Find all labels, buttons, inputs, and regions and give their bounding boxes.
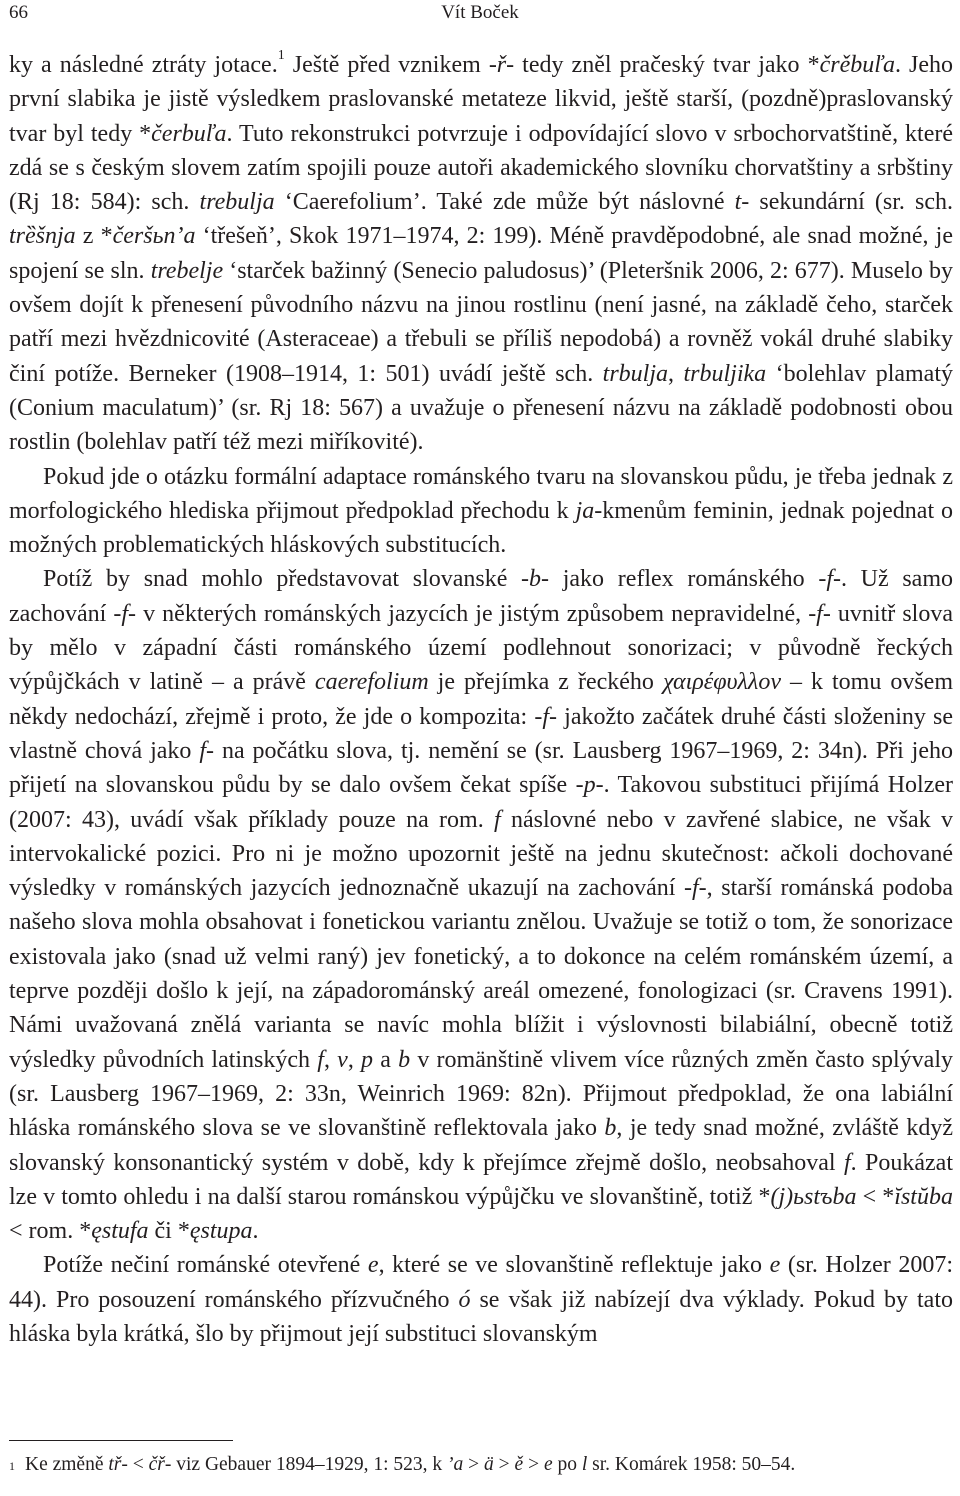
italic-term: trȅšnja — [9, 223, 76, 250]
text-run: ky a následné ztráty jotace. — [9, 52, 278, 78]
text-run: , je tedy snad možné, zvláště když slovanský konsonantický systém v době, kdy k přejímce zřejmě došlo, neobsahoval — [9, 1115, 954, 1176]
italic-term: f — [494, 806, 501, 833]
italic-term: -f- — [818, 566, 841, 593]
text-run: sr. Komárek 1958: 50–54. — [587, 1454, 796, 1475]
italic-term: trbulja — [602, 360, 668, 387]
text-run: Pokud jde o otázku formální adaptace románského tvaru na slovanskou půdu, je třeba jednak z morfologického hlediska přijmout předpoklad přechodu k — [9, 463, 953, 524]
text-run: , — [347, 1046, 362, 1073]
italic-term: f — [317, 1046, 324, 1073]
text-run: či * — [148, 1218, 190, 1245]
text-run: sekundární (sr. sch. — [749, 189, 953, 216]
text-run: v romänštině vlivem více různých změn často splývaly (sr. Lausberg 1967–1969, 2: 33n, Weinrich 1969: 82n). Přijmout předpoklad, že ona labiální hláska románského slova se ve slovanštině reflektovala jako — [9, 1046, 954, 1142]
text-run: náslovné nebo v zavřené slabice, ne však v intervokalické pozici. Pro ni je možno upozornit ještě na jednu skutečnost: ačkoli dochované výsledky v románských jazycích jednoznačně ukazují na zachování — [9, 806, 954, 902]
italic-term: b — [398, 1046, 411, 1073]
italic-term: trbuljika — [683, 360, 767, 387]
running-head — [0, 0, 960, 30]
italic-term: tř- — [108, 1454, 128, 1475]
paragraph — [9, 562, 953, 1248]
text-run: , které se ve slovanštině reflektuje jako — [378, 1252, 770, 1279]
text-run: > — [463, 1454, 485, 1475]
italic-term: (j)ьstъba — [770, 1183, 857, 1210]
italic-term: b — [604, 1115, 617, 1142]
footnote-divider — [9, 1440, 233, 1441]
text-run: v některých románských jazycích je jistým způsobem nepravidelné, — [136, 600, 809, 627]
footnote — [9, 1452, 953, 1478]
text-run: . Jeho první slabika je jistě výsledkem praslovanské metateze likvid, ještě starší, (pozdně)praslovanský tvar byl tedy * — [9, 52, 954, 147]
text-run: – k tomu ovšem někdy nedochází, zřejmě i proto, že jde o kompozita: — [9, 669, 953, 730]
text-run: . Takovou substituci přijímá Holzer (2007: 43), uvádí však příklady pouze na rom. — [9, 772, 953, 833]
italic-term: caerefolium — [314, 669, 429, 696]
text-run: tedy zněl pračeský tvar jako * — [514, 52, 820, 78]
text-run: , starší románská podoba našeho slova mohla obsahovat i fonetickou variantu znělou. Uvažuje se totiž o tom, že sonorizace existovala jako (snad už velmi raný) jev fonetický, a to dokonce na celém románském území, a teprve později došlo k její, na západorománský areál omezené, fonologizaci (sr. Cravens 1991). Námi uvažovaná znělá varianta se navíc mohla blížit i výslovnosti bilabiální, obecně totiž výsledky původních latinských — [9, 875, 953, 1073]
text-run: > — [493, 1454, 515, 1475]
italic-term: e — [769, 1252, 781, 1279]
text-run: je přejímka z řeckého — [428, 669, 663, 696]
italic-term: -f- — [808, 600, 831, 627]
text-run: z * — [75, 223, 113, 250]
footnote-text — [25, 1454, 795, 1475]
text-run: . Tuto rekonstrukci potvrzuje i odpovídající slovo v srbochorvatštině, které zdá se s českým slovem zatím spojili pouze autoři akademického slovníku chorvatštiny a srbštiny (Rj 18: 584): sch. — [9, 120, 953, 216]
text-run: uvnitř slova by mělo v západní části románského území podlehnout sonorizaci; v původně řeckých výpůjčkách v latině – a právě — [9, 600, 953, 696]
text-run: Potíže nečiní románské otevřené — [43, 1252, 368, 1279]
italic-term: črěbuľa — [819, 52, 895, 78]
italic-term: e — [367, 1252, 379, 1279]
italic-term: v — [337, 1046, 348, 1073]
text-run: Ke změně — [25, 1454, 109, 1475]
footnote-reference: 1 — [277, 48, 285, 63]
text-run: jakožto začátek druhé části složeniny se vlastně chová jako — [9, 703, 953, 764]
text-run: > — [523, 1454, 544, 1475]
text-run: ‘starček bažinný (Senecio paludosus)’ (Pleteršnik 2006, 2: 677). Muselo by ovšem dojít k přenesení původního názvu na jinou rostlinu (není jasné, na základě čeho, starček patří mezi hvězdnicovité (Asteraceae) a třebuli se příliš nepodobá) a rovněž vokál druhé slabiky činí potíže. Berneker (1908–1914, 1: 501) uvádí ještě sch. — [9, 257, 954, 387]
italic-term: trebulja — [199, 189, 275, 216]
italic-term: l — [581, 1454, 588, 1475]
text-run: ‘bolehlav plamatý (Conium maculatum)’ (sr. Rj 18: 567) a uvažuje o přenesení názvu na základě podobnosti obou rostlin (bolehlav patří též mezi miříkovité). — [9, 360, 953, 456]
italic-term: -b- — [521, 566, 550, 593]
italic-term: p — [361, 1046, 374, 1073]
italic-term: -p- — [575, 772, 604, 799]
italic-term: ä — [484, 1454, 494, 1475]
text-run: po — [552, 1454, 582, 1475]
page-number: 66 — [9, 2, 28, 23]
paragraph — [9, 460, 953, 563]
text-run: < * — [856, 1183, 895, 1210]
italic-term: ęstupa — [189, 1218, 253, 1245]
text-run: -kmenům feminin, jednak pojednat o možných problematických hláskových substitucích. — [9, 497, 953, 559]
italic-term: -f- — [534, 703, 558, 730]
italic-term: ja — [575, 497, 595, 524]
italic-term: f- — [199, 737, 215, 764]
italic-term: -ř- — [488, 52, 515, 78]
text-run: . Už samo zachování — [9, 566, 953, 627]
paragraph — [9, 48, 953, 460]
italic-term: ĭstŭba — [894, 1183, 953, 1210]
italic-term: ó — [458, 1286, 471, 1313]
text-run: Ještě před vznikem — [284, 52, 489, 78]
footnote-number: 1 — [9, 1459, 15, 1473]
text-run: < — [127, 1454, 149, 1475]
italic-term: -f- — [684, 875, 707, 902]
text-run: se však již nabízejí dva výklady. Pokud by tato hláska byla krátká, šlo by přijmout její substituci slovanským — [9, 1286, 953, 1347]
italic-term: čř- — [148, 1454, 172, 1475]
italic-term: e — [543, 1454, 553, 1475]
text-run: . Poukázat lze v tomto ohledu i na další starou románskou výpůjčku ve slovanštině, totiž * — [9, 1149, 953, 1210]
text-run: a — [373, 1046, 399, 1073]
italic-term: čeršьnʼa — [112, 223, 196, 250]
italic-term: čerbuľa — [151, 120, 227, 147]
italic-term: ęstufa — [91, 1218, 149, 1245]
italic-term: -f- — [113, 600, 137, 627]
italic-term: t- — [734, 189, 750, 216]
text-run: viz Gebauer 1894–1929, 1: 523, k — [171, 1454, 448, 1475]
text-run: , — [323, 1046, 338, 1073]
text-run: Potíž by snad mohlo představovat slovanské — [43, 566, 522, 593]
text-run: ‘třešeň’, Skok 1971–1974, 2: 199). Méně pravděpodobné, ale snad možné, je spojení se sln. — [9, 223, 953, 284]
italic-term: trebelje — [150, 257, 224, 284]
text-run: (sr. Holzer 2007: 44). Pro posouzení románského přízvučného — [9, 1252, 953, 1313]
running-head-author: Vít Boček — [441, 2, 519, 23]
body-text — [9, 48, 953, 1351]
text-run: ‘Caerefolium’. Také zde může být náslovné — [274, 189, 735, 216]
italic-term: χαιρέφυλλον — [662, 669, 781, 696]
italic-term: ě — [514, 1454, 524, 1475]
text-run: na počátku slova, tj. nemění se (sr. Lausberg 1967–1969, 2: 34n). Při jeho přijetí na slovanskou půdu by se dalo ovšem čekat spíše — [9, 737, 954, 799]
italic-term: f — [843, 1149, 851, 1176]
paragraph — [9, 1248, 953, 1351]
text-run: jako reflex románského — [549, 566, 819, 593]
italic-term: ’a — [447, 1454, 464, 1475]
text-run: , — [668, 360, 684, 387]
text-run: . — [252, 1218, 259, 1245]
text-run: < rom. * — [9, 1218, 92, 1245]
